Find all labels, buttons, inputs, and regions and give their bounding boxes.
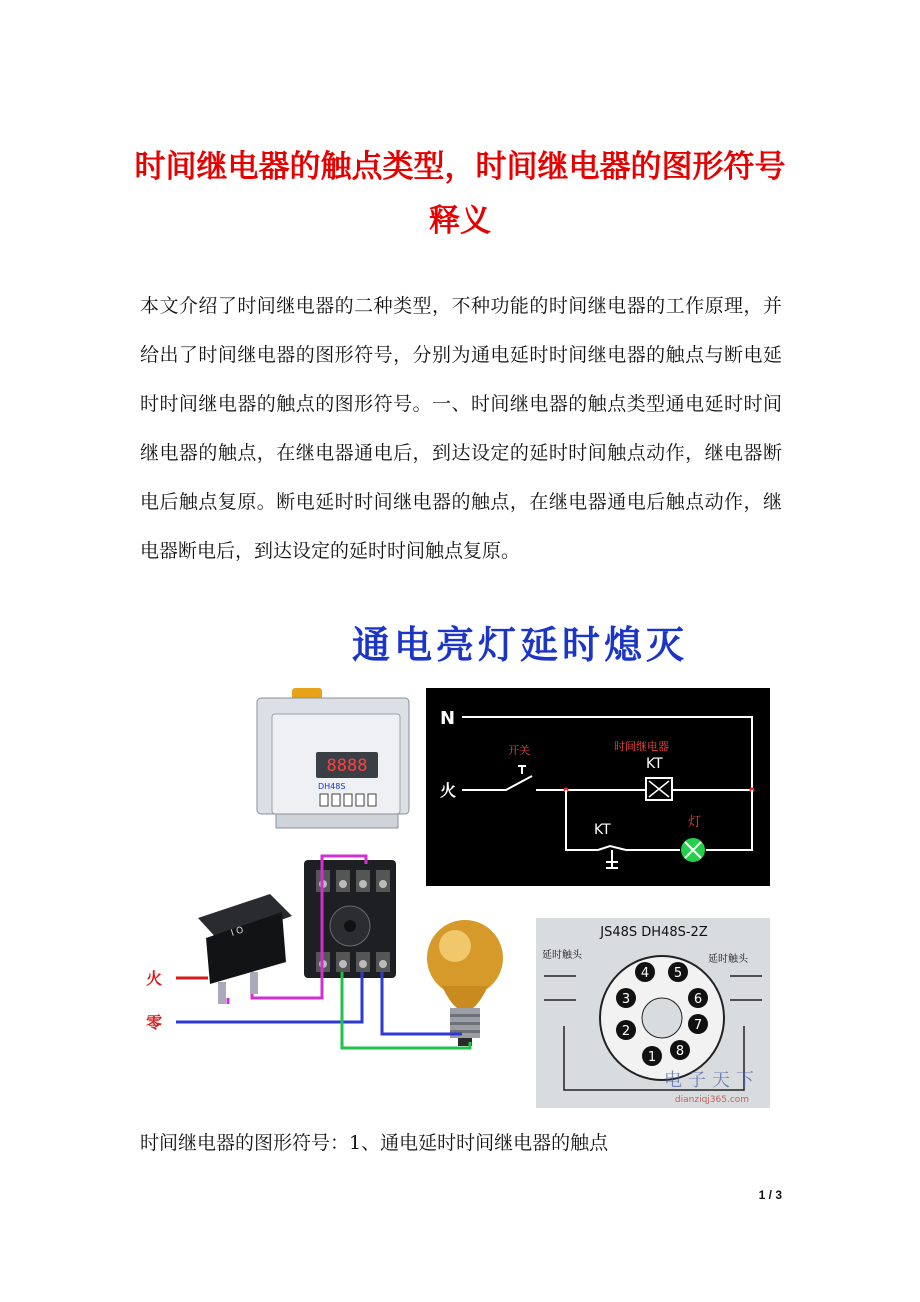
circuit-diagram bbox=[426, 688, 770, 886]
kt-coil-label: KT bbox=[646, 756, 663, 772]
pin-right-label: 延时触头 bbox=[708, 954, 748, 965]
pin-5: 5 bbox=[673, 966, 683, 981]
pin-6: 6 bbox=[693, 992, 703, 1007]
pin-7: 7 bbox=[693, 1018, 703, 1033]
svg-text:I O: I O bbox=[229, 925, 245, 939]
intro-paragraph: 本文介绍了时间继电器的二种类型，不种功能的时间继电器的工作原理，并给出了时间继电器的图形符号，分别为通电延时时间继电器的触点与断电延时时间继电器的触点的图形符号。一、时间继电器的触点类型通电延时时间继电器的触点，在继电器通电后，到达设定的延时时间触点动作，继电器断电后触点复原。断电延时时间继电器的触点，在继电器通电后触点动作，继电器断电后，到达设定的延时时间触点复原。 bbox=[140, 295, 782, 562]
light-bulb-photo bbox=[427, 920, 503, 1046]
switch-label: 开关 bbox=[508, 744, 530, 757]
wire-fire-label: 火 bbox=[146, 969, 163, 988]
watermark-url: dianziqj365.com bbox=[674, 1095, 750, 1105]
relay-socket bbox=[304, 860, 396, 978]
page-title: 时间继电器的触点类型，时间继电器的图形符号释义 bbox=[134, 149, 786, 239]
lamp-label: 灯 bbox=[688, 815, 702, 830]
wire-zero-label: 零 bbox=[146, 1013, 163, 1032]
pin-8: 8 bbox=[675, 1044, 685, 1059]
pin-chart-title: JS48S DH48S-2Z bbox=[600, 925, 708, 940]
svg-text:8888: 8888 bbox=[326, 756, 368, 776]
wiring-figure bbox=[140, 616, 782, 1116]
pin-1: 1 bbox=[647, 1050, 657, 1065]
kt-contact-label: KT bbox=[594, 822, 611, 838]
relay-device bbox=[257, 688, 409, 828]
pin-4: 4 bbox=[640, 966, 650, 981]
relay-model-label: DH48S bbox=[318, 782, 346, 791]
watermark bbox=[664, 1070, 760, 1105]
page-number: 1 / 3 bbox=[758, 1188, 782, 1202]
rocker-switch bbox=[198, 894, 292, 1004]
pin-3: 3 bbox=[621, 992, 631, 1007]
pin-left-label: 延时触头 bbox=[542, 950, 582, 961]
neutral-label: N bbox=[440, 708, 456, 729]
watermark-logo-text: 电子天下 bbox=[664, 1070, 760, 1091]
pin-2: 2 bbox=[621, 1024, 631, 1039]
figure-caption: 时间继电器的图形符号：1、通电延时时间继电器的触点 bbox=[140, 1132, 609, 1154]
live-label: 火 bbox=[440, 781, 457, 800]
figure-heading: 通电亮灯延时熄灭 bbox=[351, 623, 689, 667]
relay-coil-title: 时间继电器 bbox=[614, 740, 669, 753]
